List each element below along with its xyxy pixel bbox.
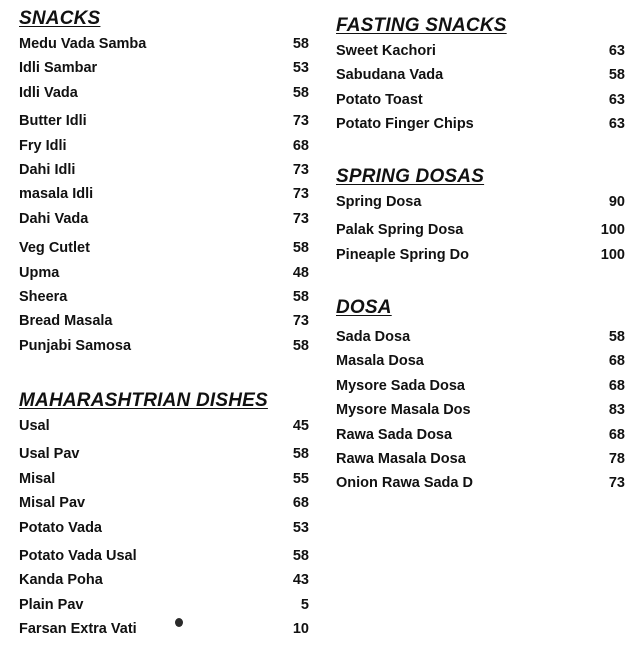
maharashtrian-list <box>19 414 309 642</box>
item-price: 10 <box>292 621 309 638</box>
menu-item <box>336 325 625 349</box>
menu-item <box>336 63 625 87</box>
menu-item <box>19 32 309 56</box>
spring-dosas-heading: SPRING DOSAS <box>336 166 485 187</box>
item-price: 58 <box>292 547 309 564</box>
item-price: 48 <box>292 264 309 281</box>
menu-item <box>19 491 309 515</box>
menu-item <box>19 56 309 80</box>
menu-item <box>19 516 309 540</box>
item-price: 58 <box>608 329 625 345</box>
item-name: Usal <box>19 418 50 434</box>
maharashtrian-section <box>19 390 309 642</box>
item-price: 73 <box>608 475 625 492</box>
fasting-snacks-heading: FASTING SNACKS <box>336 15 507 36</box>
menu-item <box>336 471 625 495</box>
item-name: Misal Pav <box>19 495 86 512</box>
item-name: Mysore Sada Dosa <box>336 377 465 394</box>
item-price: 68 <box>608 377 625 394</box>
snacks-section <box>19 8 309 358</box>
dosa-list <box>336 325 625 496</box>
item-name: Misal <box>19 470 56 487</box>
item-name: Spring Dosa <box>336 194 422 210</box>
item-price: 63 <box>608 43 625 59</box>
item-name: masala Idli <box>19 186 94 203</box>
item-price: 58 <box>292 36 309 52</box>
menu-item <box>336 88 625 112</box>
snacks-list <box>19 32 309 358</box>
item-name: Sabudana Vada <box>336 67 444 84</box>
item-name: Fry Idli <box>19 137 67 154</box>
menu-item <box>19 158 309 182</box>
menu-item <box>19 617 309 641</box>
item-name: Plain Pav <box>19 596 84 613</box>
menu-item <box>19 236 309 260</box>
item-price: 68 <box>608 353 625 370</box>
menu-item <box>336 447 625 471</box>
ink-speck <box>175 618 183 627</box>
menu-item <box>19 182 309 206</box>
menu-item <box>336 398 625 422</box>
spring-dosas-list <box>336 190 625 267</box>
item-price: 78 <box>608 450 625 467</box>
item-price: 68 <box>292 137 309 154</box>
item-name: Kanda Poha <box>19 572 103 589</box>
item-name: Idli Vada <box>19 84 78 101</box>
item-price: 58 <box>292 446 309 463</box>
item-name: Dahi Idli <box>19 161 76 178</box>
item-price: 43 <box>292 572 309 589</box>
item-name: Masala Dosa <box>336 353 424 370</box>
item-name: Bread Masala <box>19 313 113 330</box>
item-price: 58 <box>608 67 625 84</box>
menu-item <box>19 207 309 231</box>
menu-item <box>19 568 309 592</box>
menu-item <box>336 423 625 447</box>
item-name: Rawa Masala Dosa <box>336 450 466 467</box>
item-name: Potato Vada <box>19 519 102 536</box>
item-name: Butter Idli <box>19 113 87 130</box>
menu-item <box>19 334 309 358</box>
item-name: Onion Rawa Sada D <box>336 475 473 492</box>
menu-item <box>336 39 625 63</box>
menu-item <box>19 261 309 285</box>
item-price: 55 <box>292 470 309 487</box>
maharashtrian-heading: MAHARASHTRIAN DISHES <box>19 390 268 411</box>
item-price: 73 <box>292 313 309 330</box>
item-price: 73 <box>292 113 309 130</box>
menu-item <box>336 218 625 242</box>
item-name: Upma <box>19 264 60 281</box>
dosa-section <box>336 297 625 496</box>
menu-item <box>19 544 309 568</box>
menu-item <box>19 134 309 158</box>
item-price: 83 <box>608 402 625 419</box>
item-name: Sheera <box>19 288 68 305</box>
menu-item <box>336 349 625 373</box>
menu-item <box>336 112 625 136</box>
menu-item <box>19 109 309 133</box>
item-name: Usal Pav <box>19 446 80 463</box>
item-price: 45 <box>292 418 309 434</box>
item-price: 68 <box>292 495 309 512</box>
menu-item <box>336 243 625 267</box>
item-name: Potato Toast <box>336 91 423 108</box>
item-price: 63 <box>608 91 625 108</box>
item-name: Punjabi Samosa <box>19 337 132 354</box>
fasting-snacks-list <box>336 39 625 137</box>
menu-item <box>19 467 309 491</box>
menu-item <box>336 190 625 214</box>
menu-item <box>19 309 309 333</box>
spring-dosas-section <box>336 166 625 267</box>
item-name: Potato Finger Chips <box>336 116 474 133</box>
item-price: 53 <box>292 519 309 536</box>
item-price: 73 <box>292 210 309 227</box>
item-price: 58 <box>292 337 309 354</box>
item-price: 68 <box>608 426 625 443</box>
item-name: Palak Spring Dosa <box>336 222 464 239</box>
item-name: Farsan Extra Vati <box>19 621 137 638</box>
menu-item <box>19 414 309 438</box>
item-price: 58 <box>292 288 309 305</box>
item-name: Veg Cutlet <box>19 240 90 257</box>
item-price: 58 <box>292 84 309 101</box>
menu-item <box>336 374 625 398</box>
dosa-heading: DOSA <box>336 297 392 318</box>
item-name: Medu Vada Samba <box>19 36 147 52</box>
item-name: Idli Sambar <box>19 60 98 77</box>
item-price: 73 <box>292 161 309 178</box>
menu-item <box>19 593 309 617</box>
item-price: 90 <box>608 194 625 210</box>
item-name: Sweet Kachori <box>336 43 436 59</box>
item-price: 73 <box>292 186 309 203</box>
item-price: 100 <box>600 222 625 239</box>
snacks-heading: SNACKS <box>19 8 101 29</box>
item-name: Sada Dosa <box>336 329 411 345</box>
item-name: Potato Vada Usal <box>19 547 137 564</box>
item-price: 53 <box>292 60 309 77</box>
fasting-snacks-section <box>336 15 625 137</box>
item-price: 58 <box>292 240 309 257</box>
item-name: Dahi Vada <box>19 210 89 227</box>
item-price: 100 <box>600 246 625 263</box>
item-name: Pineaple Spring Do <box>336 246 469 263</box>
item-price: 63 <box>608 116 625 133</box>
item-price: 5 <box>300 596 309 613</box>
menu-item <box>19 442 309 466</box>
menu-item <box>19 81 309 105</box>
item-name: Mysore Masala Dos <box>336 402 471 419</box>
menu-item <box>19 285 309 309</box>
item-name: Rawa Sada Dosa <box>336 426 453 443</box>
